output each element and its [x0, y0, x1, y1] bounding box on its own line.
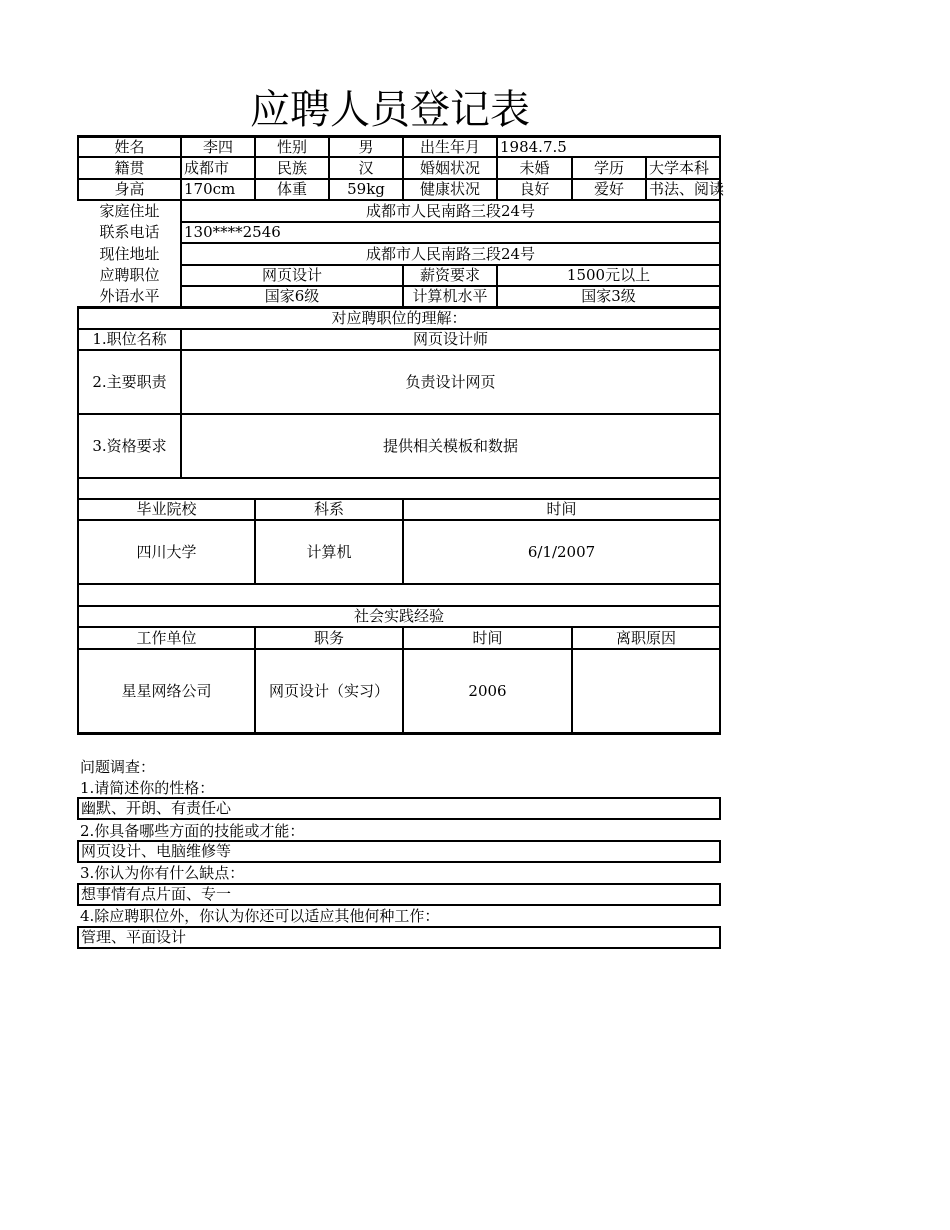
practice-header-company: 工作单位 — [136, 628, 197, 647]
birth-value: 1984.7.5 — [500, 137, 567, 156]
practice-header-time: 时间 — [472, 628, 503, 647]
practice-company: 星星网络公司 — [121, 681, 212, 700]
phone-value: 130****2546 — [184, 223, 281, 241]
understanding-value: 负责设计网页 — [405, 372, 496, 391]
weight-value: 59kg — [347, 180, 385, 198]
height-value: 170cm — [184, 180, 236, 198]
birth-label: 出生年月 — [419, 137, 480, 156]
practice-header-reason: 离职原因 — [615, 628, 676, 647]
current-value: 成都市人民南路三段24号 — [365, 244, 536, 263]
survey-answer: 想事情有点片面、专一 — [77, 883, 721, 906]
health-label: 健康状况 — [419, 180, 480, 198]
native-value: 成都市 — [184, 158, 230, 177]
computer-value: 国家3级 — [581, 287, 636, 305]
practice-header: 社会实践经验 — [353, 607, 444, 625]
grid-line — [77, 583, 721, 585]
survey-answer: 网页设计、电脑维修等 — [77, 840, 721, 863]
native-label: 籍贯 — [114, 158, 145, 177]
name-label: 姓名 — [114, 137, 145, 156]
position-value: 网页设计 — [261, 266, 322, 284]
salary-value: 1500元以上 — [566, 266, 651, 284]
edu-dept: 计算机 — [306, 542, 352, 561]
weight-label: 体重 — [276, 180, 307, 198]
grid-line — [77, 477, 721, 479]
ethnic-label: 民族 — [276, 158, 307, 177]
practice-header-role: 职务 — [313, 628, 344, 647]
understanding-value: 提供相关模板和数据 — [382, 436, 518, 455]
name-value: 李四 — [202, 137, 233, 156]
gender-label: 性别 — [276, 137, 307, 156]
grid-line — [77, 732, 721, 735]
health-value: 良好 — [519, 180, 550, 198]
current-label: 现住地址 — [99, 244, 160, 263]
ethnic-value: 汉 — [358, 158, 374, 177]
survey-question: 4.除应聘职位外，你认为你还可以适应其他何种工作： — [80, 907, 440, 925]
marital-label: 婚姻状况 — [419, 158, 480, 177]
survey-question: 1.请简述你的性格： — [80, 779, 215, 797]
salary-label: 薪资要求 — [419, 266, 480, 284]
home-label: 家庭住址 — [99, 201, 160, 220]
understanding-label: 1.职位名称 — [92, 330, 167, 348]
survey-answer: 幽默、开朗、有责任心 — [77, 797, 721, 820]
position-label: 应聘职位 — [99, 266, 160, 284]
edu-header-time: 时间 — [546, 500, 577, 518]
survey-question: 2.你具备哪些方面的技能或才能： — [80, 822, 305, 840]
phone-label: 联系电话 — [99, 223, 160, 241]
lang-label: 外语水平 — [99, 287, 160, 305]
edu-header-school: 毕业院校 — [136, 500, 197, 518]
gender-value: 男 — [358, 137, 374, 156]
practice-reason — [573, 650, 719, 732]
survey-title: 问题调查： — [80, 758, 156, 776]
edu-time: 6/1/2007 — [527, 542, 596, 561]
marital-value: 未婚 — [519, 158, 550, 177]
practice-time: 2006 — [468, 681, 507, 700]
understanding-label: 3.资格要求 — [92, 436, 167, 455]
edu-label: 学历 — [593, 158, 624, 177]
survey-answer: 管理、平面设计 — [77, 926, 721, 949]
understanding-header: 对应聘职位的理解： — [331, 309, 467, 327]
practice-role: 网页设计（实习） — [268, 681, 389, 700]
hobby-value: 书法、阅读 — [649, 180, 725, 198]
computer-label: 计算机水平 — [412, 287, 488, 305]
survey-question: 3.你认为你有什么缺点： — [80, 864, 245, 882]
lang-value: 国家6级 — [264, 287, 320, 305]
page-title: 应聘人员登记表 — [250, 87, 530, 133]
home-value: 成都市人民南路三段24号 — [365, 201, 536, 220]
grid-line — [719, 135, 721, 735]
edu-header-dept: 科系 — [313, 500, 344, 518]
height-label: 身高 — [114, 180, 145, 198]
understanding-value: 网页设计师 — [412, 330, 488, 348]
edu-value: 大学本科 — [649, 158, 710, 177]
edu-school: 四川大学 — [136, 542, 197, 561]
hobby-label: 爱好 — [593, 180, 624, 198]
understanding-label: 2.主要职责 — [92, 372, 167, 391]
